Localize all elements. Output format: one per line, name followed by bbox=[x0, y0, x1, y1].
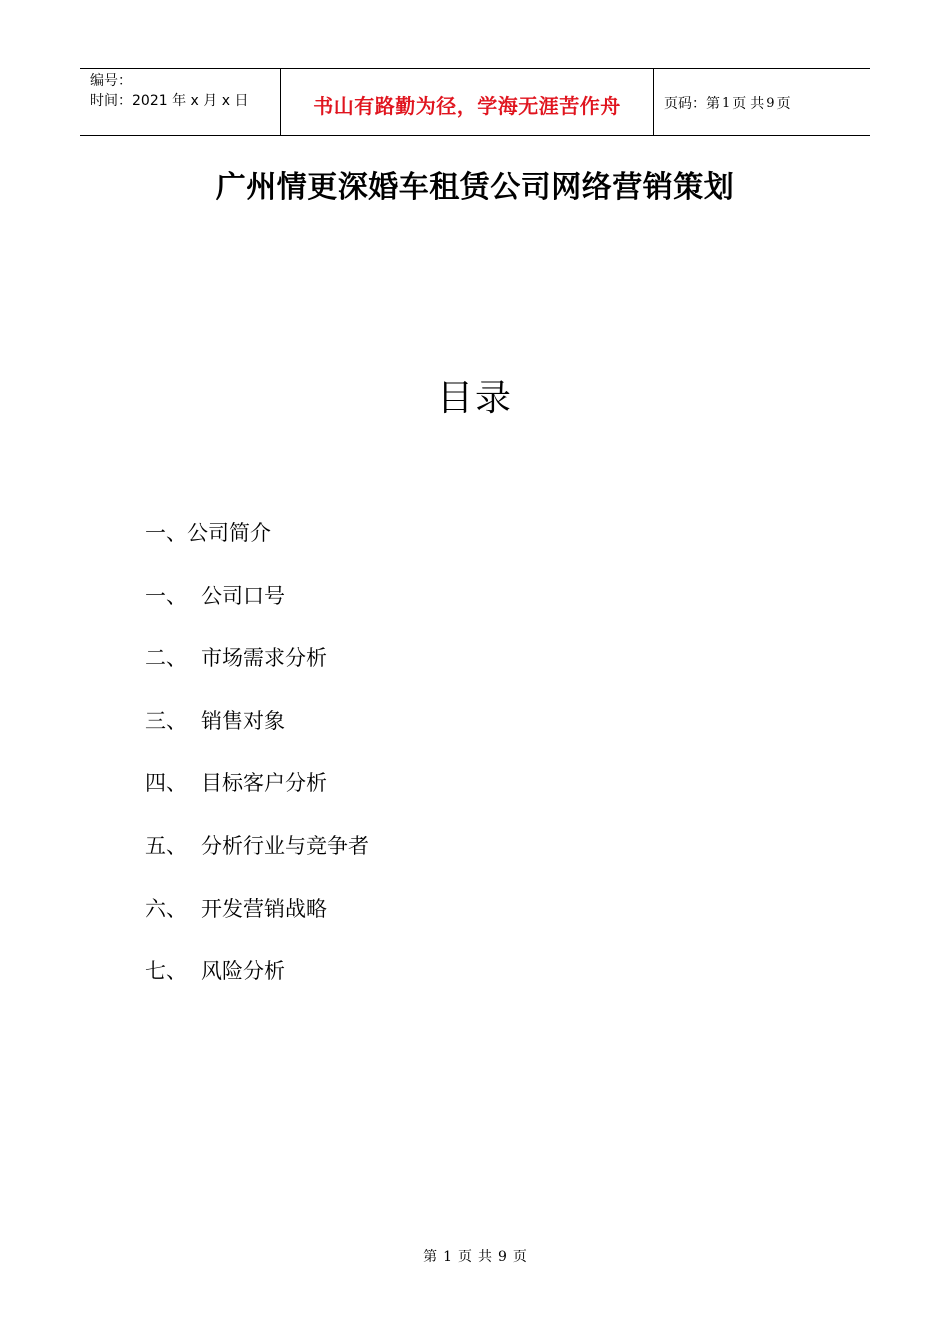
header-motto: 书山有路勤为径，学海无涯苦作舟 bbox=[313, 93, 621, 118]
toc-item-label: 目标客户分析 bbox=[201, 771, 327, 796]
toc-item bbox=[145, 704, 369, 767]
toc-item-number: 一、 bbox=[145, 521, 187, 545]
toc-item bbox=[145, 641, 369, 704]
header-page-suffix: 页 bbox=[776, 96, 791, 112]
toc-item-number: 六、 bbox=[145, 896, 187, 921]
document-title: 广州情更深婚车租赁公司网络营销策划 bbox=[215, 170, 735, 205]
toc-item bbox=[145, 892, 369, 955]
table-of-contents bbox=[145, 516, 369, 1017]
toc-item-number: 三、 bbox=[145, 708, 187, 733]
toc-item-number: 二、 bbox=[145, 646, 187, 671]
toc-item-number: 七、 bbox=[145, 959, 187, 984]
toc-item-label: 公司口号 bbox=[201, 583, 285, 608]
header-page-current: 1 bbox=[722, 95, 731, 111]
toc-item bbox=[145, 516, 369, 579]
footer-page-current: 1 bbox=[443, 1249, 452, 1265]
toc-item-label: 销售对象 bbox=[201, 708, 285, 733]
footer-prefix: 第 bbox=[423, 1249, 438, 1265]
header-page-cell bbox=[654, 69, 870, 135]
document-time-label: 时间：2021 年 x 月 x 日 bbox=[90, 93, 249, 109]
toc-item bbox=[145, 766, 369, 829]
footer-page-mid: 页 bbox=[458, 1249, 472, 1265]
toc-item-number: 五、 bbox=[145, 833, 187, 858]
header-page-total: 9 bbox=[766, 95, 775, 111]
page-footer bbox=[0, 1246, 950, 1266]
toc-item-label: 分析行业与竞争者 bbox=[201, 833, 369, 858]
footer-suffix: 页 bbox=[512, 1249, 527, 1265]
page-header bbox=[80, 68, 870, 136]
toc-item-label: 公司简介 bbox=[187, 521, 271, 545]
header-page-total-prefix: 共 bbox=[750, 96, 765, 112]
footer-total-prefix: 共 bbox=[478, 1249, 492, 1265]
toc-heading: 目录 bbox=[436, 378, 513, 419]
document-number-label: 编号： bbox=[90, 73, 132, 89]
header-page-mid: 页 bbox=[732, 96, 747, 112]
header-page-prefix: 页码：第 bbox=[664, 96, 720, 112]
toc-item bbox=[145, 579, 369, 642]
toc-item-number: 一、 bbox=[145, 583, 187, 608]
header-meta-cell bbox=[80, 69, 281, 135]
footer-page-total: 9 bbox=[498, 1249, 507, 1265]
toc-item-label: 市场需求分析 bbox=[201, 646, 327, 671]
toc-item bbox=[145, 829, 369, 892]
header-motto-cell bbox=[281, 69, 654, 135]
toc-item-label: 开发营销战略 bbox=[201, 896, 327, 921]
toc-item-label: 风险分析 bbox=[201, 959, 285, 984]
toc-item-number: 四、 bbox=[145, 771, 187, 796]
toc-item bbox=[145, 954, 369, 1017]
